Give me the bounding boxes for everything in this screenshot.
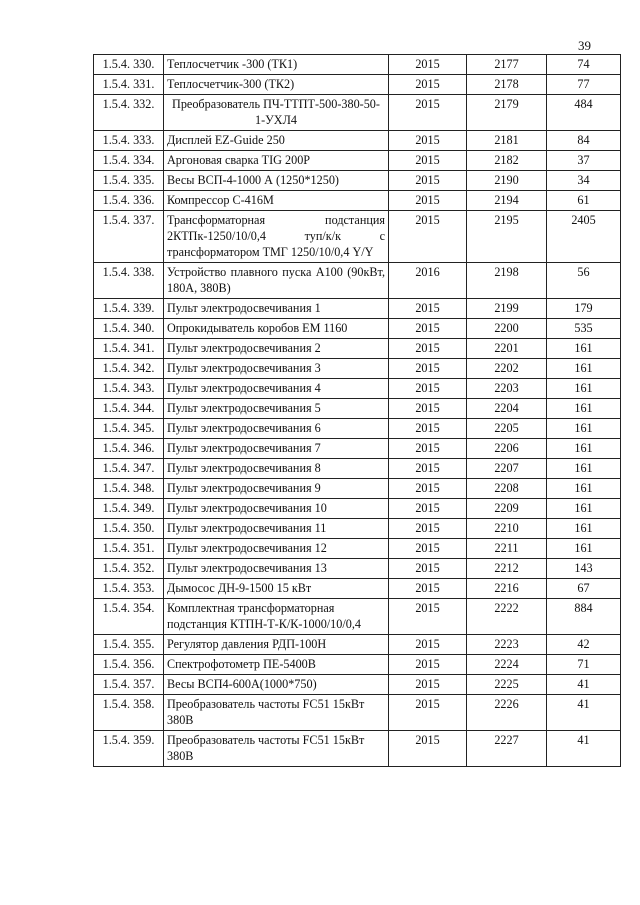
item-code: 2222	[467, 599, 547, 635]
item-value: 61	[547, 191, 621, 211]
item-year: 2015	[389, 299, 467, 319]
item-year: 2015	[389, 599, 467, 635]
item-value: 84	[547, 131, 621, 151]
item-value: 161	[547, 359, 621, 379]
table-row	[94, 539, 621, 559]
table-row	[94, 131, 621, 151]
item-name: Пульт электродосвечивания 4	[164, 379, 389, 399]
item-year: 2015	[389, 539, 467, 559]
table-row	[94, 359, 621, 379]
row-number: 1.5.4. 351.	[94, 539, 164, 559]
item-value: 41	[547, 731, 621, 767]
item-value: 161	[547, 419, 621, 439]
item-code: 2226	[467, 695, 547, 731]
item-name: Дисплей EZ-Guide 250	[164, 131, 389, 151]
item-year: 2015	[389, 55, 467, 75]
item-name: Пульт электродосвечивания 10	[164, 499, 389, 519]
row-number: 1.5.4. 348.	[94, 479, 164, 499]
row-number: 1.5.4. 334.	[94, 151, 164, 171]
row-number: 1.5.4. 341.	[94, 339, 164, 359]
item-year: 2015	[389, 131, 467, 151]
item-code: 2211	[467, 539, 547, 559]
item-value: 161	[547, 339, 621, 359]
item-year: 2015	[389, 559, 467, 579]
item-name: Компрессор С-416М	[164, 191, 389, 211]
item-year: 2015	[389, 655, 467, 675]
table-row	[94, 635, 621, 655]
row-number: 1.5.4. 338.	[94, 263, 164, 299]
item-value: 41	[547, 695, 621, 731]
item-name: Аргоновая сварка TIG 200P	[164, 151, 389, 171]
table-row	[94, 499, 621, 519]
item-value: 37	[547, 151, 621, 171]
item-value: 56	[547, 263, 621, 299]
table-row	[94, 191, 621, 211]
item-value: 143	[547, 559, 621, 579]
item-name: Пульт электродосвечивания 12	[164, 539, 389, 559]
item-name: Пульт электродосвечивания 5	[164, 399, 389, 419]
inventory-table-body	[94, 55, 621, 767]
row-number: 1.5.4. 352.	[94, 559, 164, 579]
item-name: Весы ВСП-4-1000 А (1250*1250)	[164, 171, 389, 191]
item-name: Преобразователь ПЧ-ТТПТ-500-380-50-1-УХЛ4	[164, 95, 389, 131]
item-code: 2195	[467, 211, 547, 263]
item-name: Регулятор давления РДП-100Н	[164, 635, 389, 655]
item-code: 2225	[467, 675, 547, 695]
item-code: 2212	[467, 559, 547, 579]
table-row	[94, 263, 621, 299]
item-code: 2208	[467, 479, 547, 499]
item-value: 161	[547, 539, 621, 559]
item-value: 179	[547, 299, 621, 319]
item-name: Пульт электродосвечивания 13	[164, 559, 389, 579]
item-name: Преобразователь частоты FC51 15кВт 380В	[164, 731, 389, 767]
row-number: 1.5.4. 335.	[94, 171, 164, 191]
item-year: 2015	[389, 75, 467, 95]
item-name: Трансформаторная подстанция 2КТПк-1250/10/0,4 туп/к/к с трансформатором ТМГ 1250/10/0,4 Y/Y	[164, 211, 389, 263]
row-number: 1.5.4. 339.	[94, 299, 164, 319]
item-code: 2179	[467, 95, 547, 131]
item-year: 2015	[389, 319, 467, 339]
item-value: 34	[547, 171, 621, 191]
item-year: 2015	[389, 579, 467, 599]
item-code: 2190	[467, 171, 547, 191]
row-number: 1.5.4. 333.	[94, 131, 164, 151]
item-value: 161	[547, 479, 621, 499]
table-row	[94, 379, 621, 399]
item-year: 2015	[389, 635, 467, 655]
table-row	[94, 731, 621, 767]
item-code: 2181	[467, 131, 547, 151]
item-name: Преобразователь частоты FC51 15кВт 380В	[164, 695, 389, 731]
item-year: 2015	[389, 211, 467, 263]
item-code: 2177	[467, 55, 547, 75]
item-name: Пульт электродосвечивания 7	[164, 439, 389, 459]
item-value: 161	[547, 379, 621, 399]
item-year: 2015	[389, 675, 467, 695]
row-number: 1.5.4. 359.	[94, 731, 164, 767]
item-code: 2198	[467, 263, 547, 299]
item-code: 2224	[467, 655, 547, 675]
item-name: Дымосос ДН-9-1500 15 кВт	[164, 579, 389, 599]
item-code: 2207	[467, 459, 547, 479]
row-number: 1.5.4. 331.	[94, 75, 164, 95]
item-year: 2015	[389, 695, 467, 731]
item-year: 2015	[389, 151, 467, 171]
item-year: 2015	[389, 399, 467, 419]
item-code: 2210	[467, 519, 547, 539]
item-year: 2015	[389, 731, 467, 767]
item-code: 2182	[467, 151, 547, 171]
item-year: 2015	[389, 359, 467, 379]
item-code: 2227	[467, 731, 547, 767]
item-name: Теплосчетчик -300 (ТК1)	[164, 55, 389, 75]
item-code: 2209	[467, 499, 547, 519]
item-name: Пульт электродосвечивания 1	[164, 299, 389, 319]
item-value: 2405	[547, 211, 621, 263]
table-row	[94, 171, 621, 191]
table-row	[94, 399, 621, 419]
table-row	[94, 655, 621, 675]
row-number: 1.5.4. 356.	[94, 655, 164, 675]
item-name: Пульт электродосвечивания 9	[164, 479, 389, 499]
item-year: 2015	[389, 479, 467, 499]
table-row	[94, 319, 621, 339]
item-year: 2015	[389, 439, 467, 459]
row-number: 1.5.4. 337.	[94, 211, 164, 263]
item-name: Спектрофотометр ПЕ-5400В	[164, 655, 389, 675]
item-value: 71	[547, 655, 621, 675]
table-row	[94, 599, 621, 635]
table-row	[94, 55, 621, 75]
item-code: 2178	[467, 75, 547, 95]
item-year: 2015	[389, 459, 467, 479]
table-row	[94, 579, 621, 599]
item-code: 2199	[467, 299, 547, 319]
item-code: 2201	[467, 339, 547, 359]
table-row	[94, 439, 621, 459]
item-name: Теплосчетчик-300 (ТК2)	[164, 75, 389, 95]
item-code: 2203	[467, 379, 547, 399]
row-number: 1.5.4. 330.	[94, 55, 164, 75]
item-code: 2205	[467, 419, 547, 439]
item-code: 2204	[467, 399, 547, 419]
item-value: 161	[547, 519, 621, 539]
item-value: 161	[547, 499, 621, 519]
table-row	[94, 675, 621, 695]
table-row	[94, 299, 621, 319]
page-number: 39	[578, 38, 591, 53]
item-code: 2202	[467, 359, 547, 379]
row-number: 1.5.4. 345.	[94, 419, 164, 439]
item-name: Пульт электродосвечивания 2	[164, 339, 389, 359]
table-row	[94, 519, 621, 539]
item-year: 2015	[389, 419, 467, 439]
item-name: Пульт электродосвечивания 3	[164, 359, 389, 379]
item-code: 2223	[467, 635, 547, 655]
item-name: Весы ВСП4-600А(1000*750)	[164, 675, 389, 695]
row-number: 1.5.4. 350.	[94, 519, 164, 539]
item-year: 2015	[389, 519, 467, 539]
table-row	[94, 459, 621, 479]
item-year: 2015	[389, 191, 467, 211]
row-number: 1.5.4. 346.	[94, 439, 164, 459]
row-number: 1.5.4. 347.	[94, 459, 164, 479]
row-number: 1.5.4. 342.	[94, 359, 164, 379]
row-number: 1.5.4. 349.	[94, 499, 164, 519]
item-value: 41	[547, 675, 621, 695]
item-code: 2216	[467, 579, 547, 599]
item-code: 2200	[467, 319, 547, 339]
item-year: 2015	[389, 171, 467, 191]
table-row	[94, 559, 621, 579]
item-value: 161	[547, 459, 621, 479]
item-year: 2015	[389, 95, 467, 131]
row-number: 1.5.4. 332.	[94, 95, 164, 131]
row-number: 1.5.4. 357.	[94, 675, 164, 695]
row-number: 1.5.4. 353.	[94, 579, 164, 599]
item-name: Устройство плавного пуска А100 (90кВт, 180А, 380В)	[164, 263, 389, 299]
item-name: Опрокидыватель коробов ЕМ 1160	[164, 319, 389, 339]
table-row	[94, 211, 621, 263]
item-value: 484	[547, 95, 621, 131]
item-value: 74	[547, 55, 621, 75]
item-value: 535	[547, 319, 621, 339]
item-value: 67	[547, 579, 621, 599]
row-number: 1.5.4. 336.	[94, 191, 164, 211]
item-code: 2206	[467, 439, 547, 459]
table-row	[94, 479, 621, 499]
item-name: Пульт электродосвечивания 8	[164, 459, 389, 479]
item-year: 2015	[389, 339, 467, 359]
item-year: 2015	[389, 499, 467, 519]
item-code: 2194	[467, 191, 547, 211]
item-year: 2015	[389, 379, 467, 399]
row-number: 1.5.4. 358.	[94, 695, 164, 731]
row-number: 1.5.4. 355.	[94, 635, 164, 655]
item-value: 161	[547, 439, 621, 459]
item-value: 77	[547, 75, 621, 95]
table-row	[94, 695, 621, 731]
item-year: 2016	[389, 263, 467, 299]
table-row	[94, 95, 621, 131]
item-name: Пульт электродосвечивания 11	[164, 519, 389, 539]
item-name: Комплектная трансформаторная подстанция КТПН-Т-К/К-1000/10/0,4	[164, 599, 389, 635]
item-name: Пульт электродосвечивания 6	[164, 419, 389, 439]
table-row	[94, 151, 621, 171]
row-number: 1.5.4. 354.	[94, 599, 164, 635]
row-number: 1.5.4. 340.	[94, 319, 164, 339]
item-value: 161	[547, 399, 621, 419]
table-row	[94, 75, 621, 95]
row-number: 1.5.4. 344.	[94, 399, 164, 419]
row-number: 1.5.4. 343.	[94, 379, 164, 399]
table-row	[94, 419, 621, 439]
item-value: 42	[547, 635, 621, 655]
inventory-table	[93, 54, 621, 767]
table-row	[94, 339, 621, 359]
item-value: 884	[547, 599, 621, 635]
